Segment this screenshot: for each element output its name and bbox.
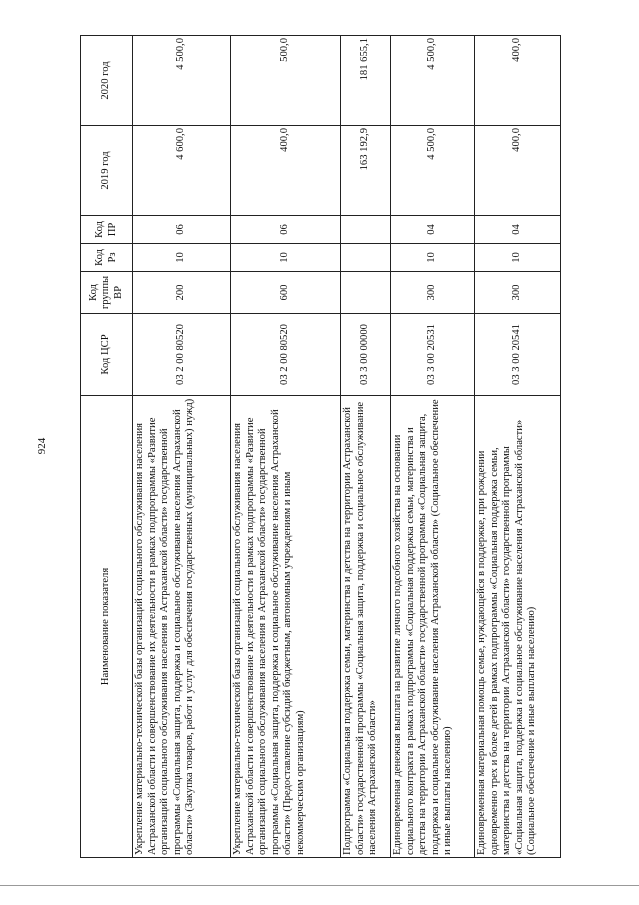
- row-2020: 4 500,0: [391, 36, 475, 126]
- budget-table: [80, 35, 561, 858]
- header-2020: 2020 год: [81, 36, 133, 126]
- header-name: Наименование показателя: [81, 396, 133, 858]
- row-2020: 500,0: [231, 36, 341, 126]
- header-pr: Код ПР: [81, 216, 133, 244]
- row-vr: 300: [475, 272, 561, 314]
- header-rz: Код Рз: [81, 244, 133, 272]
- row-rz: 10: [475, 244, 561, 272]
- row-name: Укрепление материально-технической базы организаций социального обслуживания населения Астраханской области и совершенствование их деятельности в рамках подпрограммы «Развитие организаций социального обслуживания населения в Астраханской области» государственной программы «Социальная защита, поддержка и социальное обслуживание населения Астраханской области» (Закупка товаров, работ и услуг для обеспечения государственных (муниципальных) нужд): [133, 396, 231, 858]
- table-row: [133, 36, 231, 858]
- row-2020: 181 655,1: [341, 36, 391, 126]
- row-csr: 03 3 00 00000: [341, 314, 391, 396]
- row-vr: 200: [133, 272, 231, 314]
- row-name: Единовременная материальная помощь семье, нуждающейся в поддержке, при рождении одновременно трех и более детей в рамках подпрограммы «Социальная поддержка семьи, материнства и детства на территории Астраханской области» государственной программы «Социальная защита, поддержка и социальное обслуживание населения Астраханской области» (Социальное обеспечение и иные выплаты населению): [475, 396, 561, 858]
- row-rz: 10: [231, 244, 341, 272]
- row-rz: 10: [391, 244, 475, 272]
- row-2019: 4 600,0: [133, 126, 231, 216]
- row-pr: 04: [475, 216, 561, 244]
- header-2019: 2019 год: [81, 126, 133, 216]
- table-row: [341, 36, 391, 858]
- row-pr: 06: [133, 216, 231, 244]
- row-vr: 600: [231, 272, 341, 314]
- header-vr: Код группы ВР: [81, 272, 133, 314]
- rotated-table-container: [80, 36, 560, 858]
- row-2019: 400,0: [231, 126, 341, 216]
- row-2020: 4 500,0: [133, 36, 231, 126]
- row-name: Единовременная денежная выплата на развитие личного подсобного хозяйства на основании социального контракта в рамках подпрограммы «Социальная поддержка семьи, материнства и детства на территории Астраханской области» государственной программы «Социальная защита, поддержка и социальное обслуживание населения Астраханской области» (Социальное обеспечение и иные выплаты населению): [391, 396, 475, 858]
- row-rz: [341, 244, 391, 272]
- table-row: [475, 36, 561, 858]
- row-csr: 03 3 00 20531: [391, 314, 475, 396]
- page-number: 924: [36, 437, 48, 455]
- row-2019: 4 500,0: [391, 126, 475, 216]
- row-csr: 03 3 00 20541: [475, 314, 561, 396]
- bottom-rule: [0, 885, 639, 886]
- row-csr: 03 2 00 80520: [231, 314, 341, 396]
- row-2020: 400,0: [475, 36, 561, 126]
- row-pr: 06: [231, 216, 341, 244]
- table-row: [391, 36, 475, 858]
- row-vr: 300: [391, 272, 475, 314]
- header-row: [81, 36, 133, 858]
- row-name: Укрепление материально-технической базы организаций социального обслуживания населения Астраханской области и совершенствование их деятельности в рамках подпрограммы «Развитие организаций социального обслуживания населения в Астраханской области» государственной программы «Социальная защита, поддержка и социальное обслуживание населения Астраханской области» (Предоставление субсидий бюджетным, автономным учреждениям и иным некоммерческим организациям): [231, 396, 341, 858]
- header-csr: Код ЦСР: [81, 314, 133, 396]
- row-name: Подпрограмма «Социальная поддержка семьи, материнства и детства на территории Астраханской области» государственной программы «Социальная защита, поддержка и социальное обслуживание населения Астраханской области»: [341, 396, 391, 858]
- row-csr: 03 2 00 80520: [133, 314, 231, 396]
- row-vr: [341, 272, 391, 314]
- row-2019: 163 192,9: [341, 126, 391, 216]
- row-2019: 400,0: [475, 126, 561, 216]
- row-pr: 04: [391, 216, 475, 244]
- row-rz: 10: [133, 244, 231, 272]
- row-pr: [341, 216, 391, 244]
- table-row: [231, 36, 341, 858]
